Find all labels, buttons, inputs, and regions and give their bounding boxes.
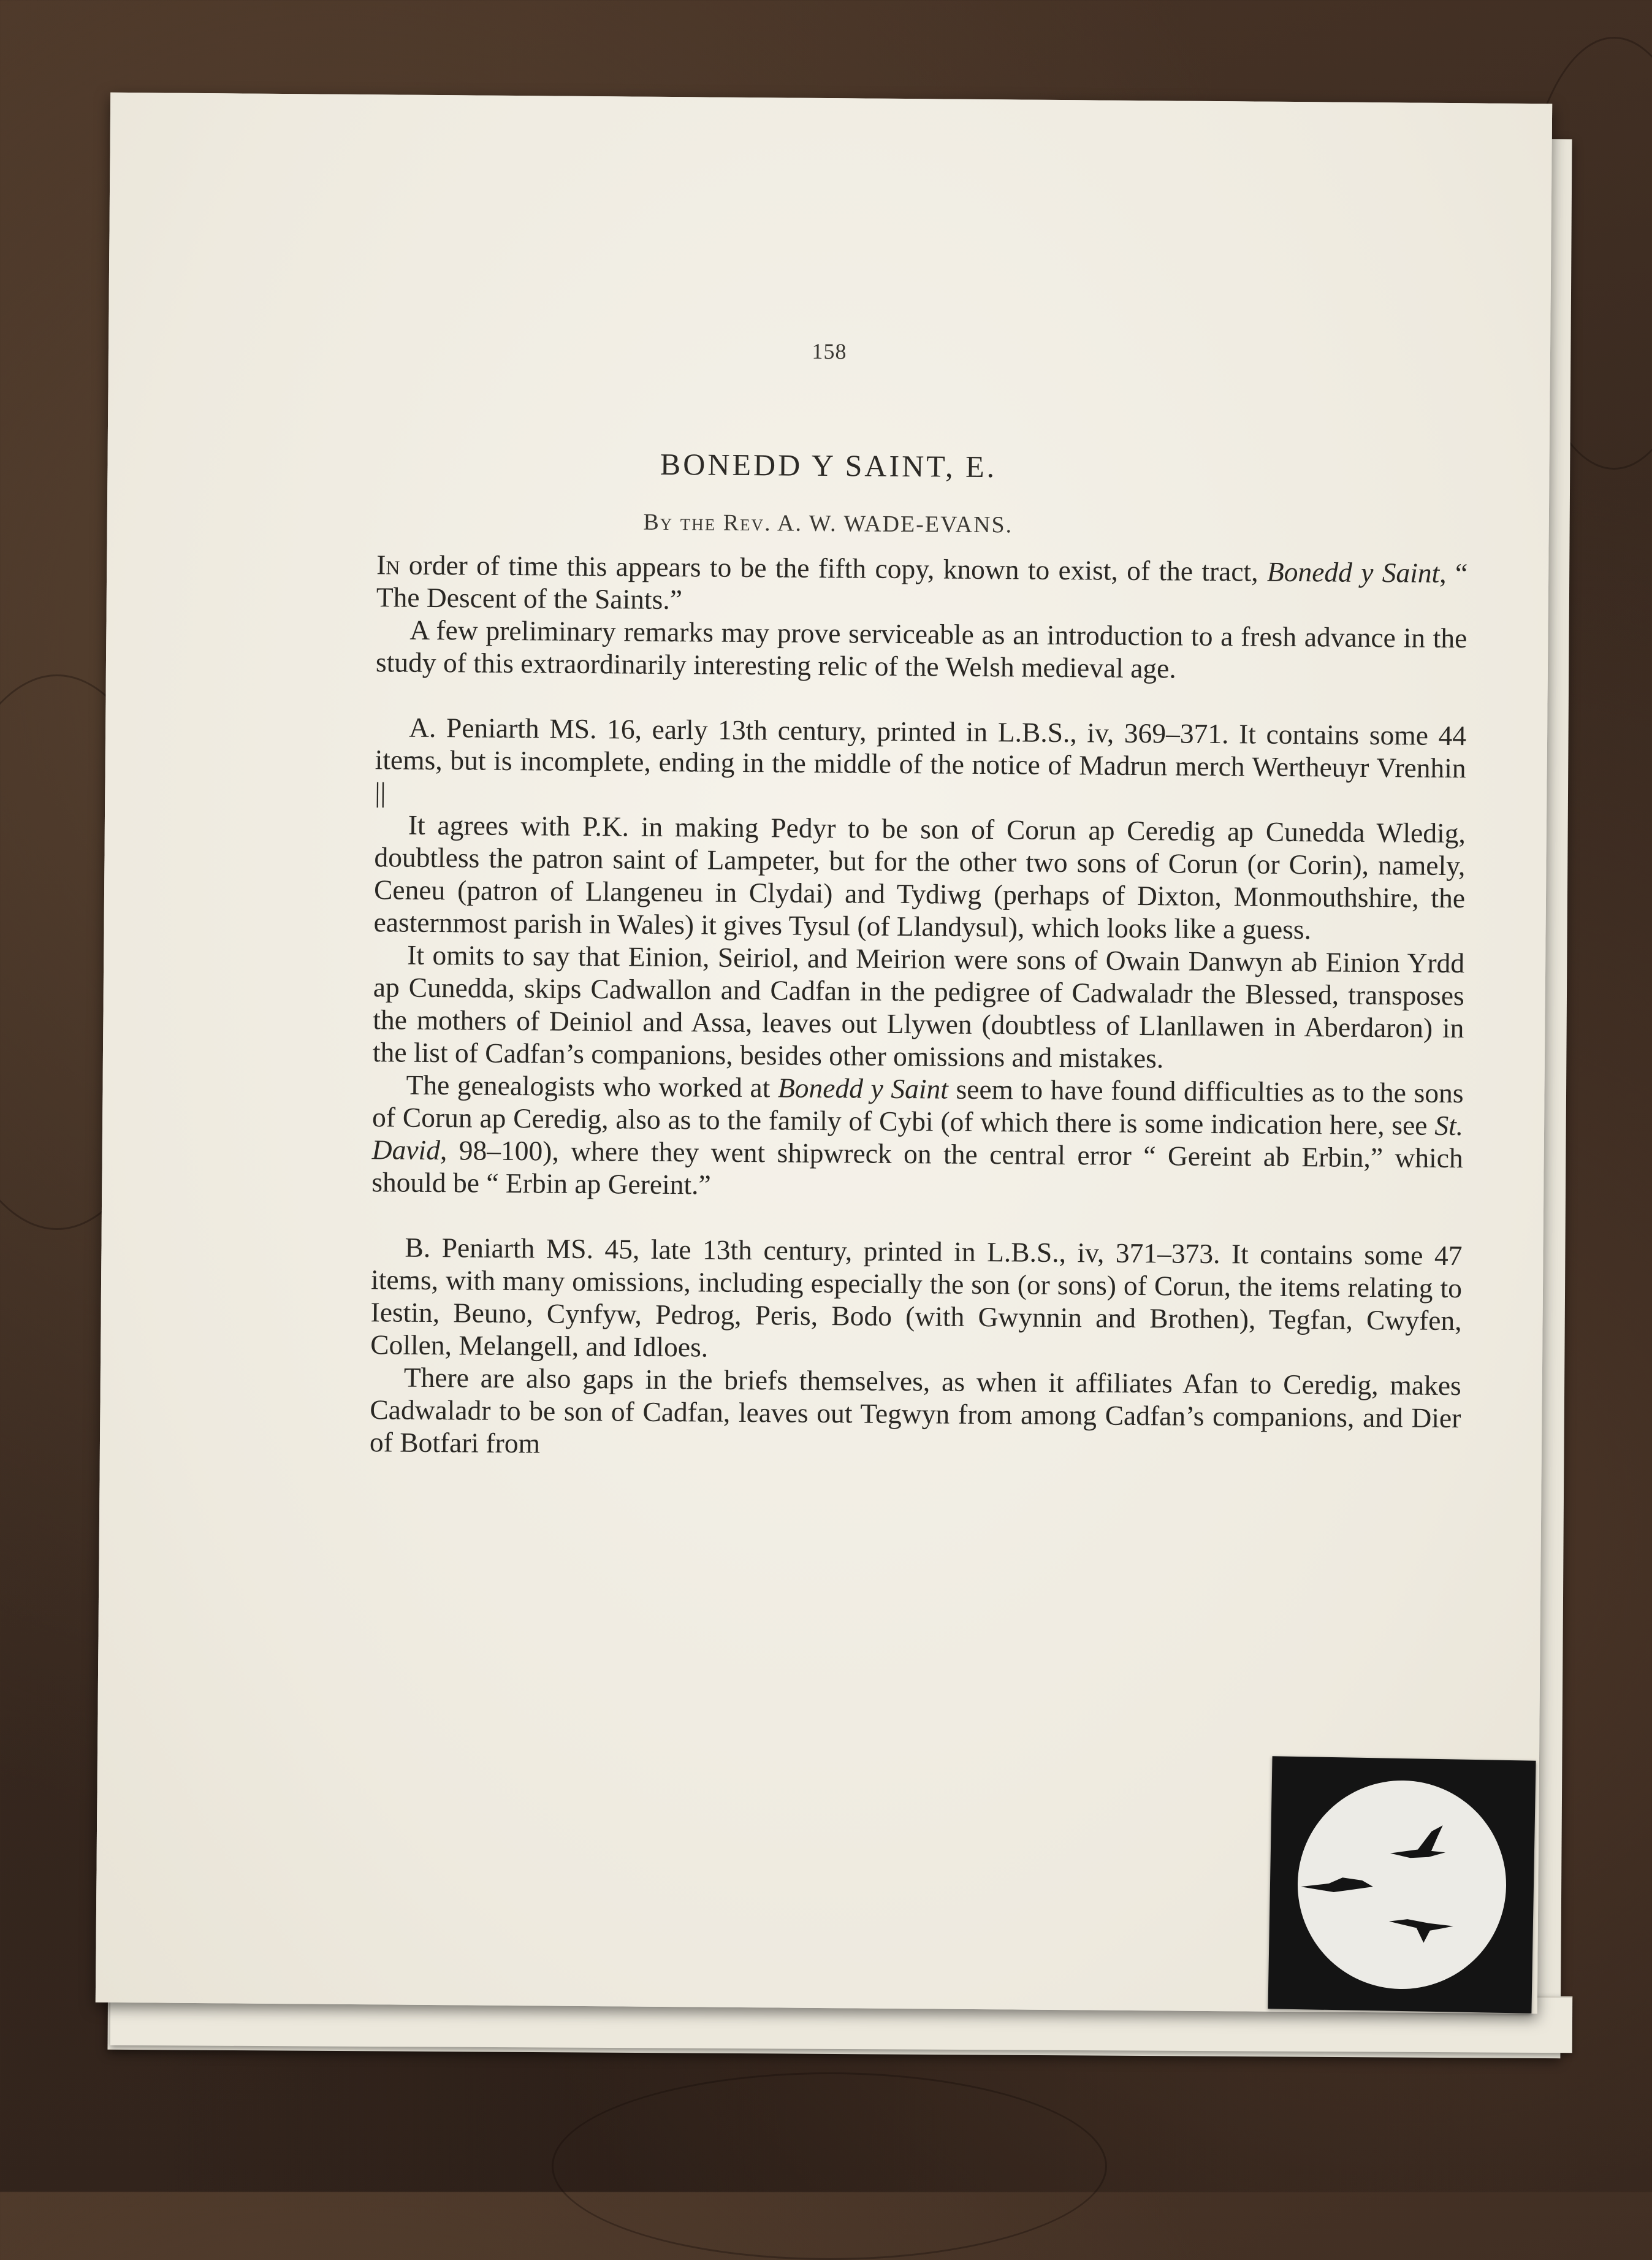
body-paragraph — [371, 1068, 1464, 1207]
body-paragraph — [373, 938, 1465, 1077]
page-number: 158 — [812, 338, 847, 364]
text-run: It agrees with P.K. in making Pedyr to be son of Corun ap Ceredig ap Cunedda Wledig, doubtless the patron saint of Lampeter, but for the other two sons of Corun (or Corin), namely, Ceneu (patron of Llangeneu in Clydai) and Tydiwg (perhaps of Dixton, Monmouthshire, the easternmost parish in Wales) it gives Tysul (of Llandysul), which looks like a guess. — [373, 809, 1466, 945]
italic-title: Bonedd y Saint — [777, 1072, 949, 1105]
italic-title: Bonedd y Saint — [1266, 555, 1440, 589]
body-paragraph — [370, 1231, 1463, 1369]
text-run: , “ The Descent of the Saints.” — [376, 557, 1468, 616]
body-paragraph — [375, 711, 1466, 817]
italic-title: St. David — [371, 1109, 1464, 1166]
paragraph-lead: In — [376, 549, 400, 581]
article-body — [370, 548, 1468, 1467]
leather-crease — [552, 2072, 1107, 2260]
text-run: It omits to say that Einion, Seiriol, and Meirion were sons of Owain Danwyn ab Einion Yrdd ap Cunedda, skips Cadwallon and Cadfan in the pedigree of Cadwaladr the Blessed, transposes the mothers of Deiniol and Assa, leaves out Llywen (doubtless of Llanllawen in Aberdaron) in the list of Cadfan’s companions, besides other omissions and mistakes. — [372, 939, 1465, 1074]
document-page — [96, 93, 1552, 2014]
text-run: seem to have found difficulties as to the sons of Corun ap Ceredig, also as to the family of Cybi (of which there is some indication here, see — [371, 1073, 1464, 1141]
flying-geese-moon-icon — [1268, 1756, 1536, 2013]
body-paragraph — [376, 613, 1467, 687]
byline-prefix: By the Rev. — [643, 509, 772, 536]
stamp-sticker — [1268, 1756, 1536, 2013]
body-paragraph — [376, 548, 1468, 622]
body-paragraph — [370, 1361, 1461, 1467]
text-run: There are also gaps in the briefs themselves, as when it affiliates Afan to Ceredig, makes Cadwaladr to be son of Cadfan, leaves out Tegwyn from among Cadfan’s companions, and Dier of Botfari from — [369, 1361, 1461, 1459]
text-run: A few preliminary remarks may prove serviceable as an introduction to a fresh advance in the study of this extraordinarily interesting relic of the Welsh medieval age. — [375, 614, 1467, 684]
text-run: , 98–100), where they went shipwreck on the central error “ Gereint ab Erbin,” which should be “ Erbin ap Gereint.” — [371, 1134, 1463, 1201]
text-run: A. Peniarth MS. 16, early 13th century, printed in L.B.S., iv, 369–371. It contains some 44 items, but is incomplete, ending in the middle of the notice of Madrun merch Wertheuyr Vrenhin || — [375, 711, 1467, 808]
byline — [107, 505, 1549, 543]
text-run: B. Peniarth MS. 45, late 13th century, printed in L.B.S., iv, 371–373. It contains some 47 items, with many omissions, including especially the son (or sons) of Corun, the items relating to Iestin, Beuno, Cynfyw, Pedrog, Peris, Bodo (with Gwynnin and Brothen), Tegfan, Cwyfen, Collen, Melangell, and Idloes. — [370, 1231, 1463, 1363]
body-paragraph — [373, 808, 1466, 947]
byline-author: A. W. WADE-EVANS. — [777, 510, 1013, 538]
article-title: BONEDD Y SAINT, E. — [660, 446, 997, 484]
text-run: The genealogists who worked at — [406, 1069, 778, 1104]
text-run: order of time this appears to be the fifth copy, known to exist, of the tract, — [400, 549, 1268, 587]
